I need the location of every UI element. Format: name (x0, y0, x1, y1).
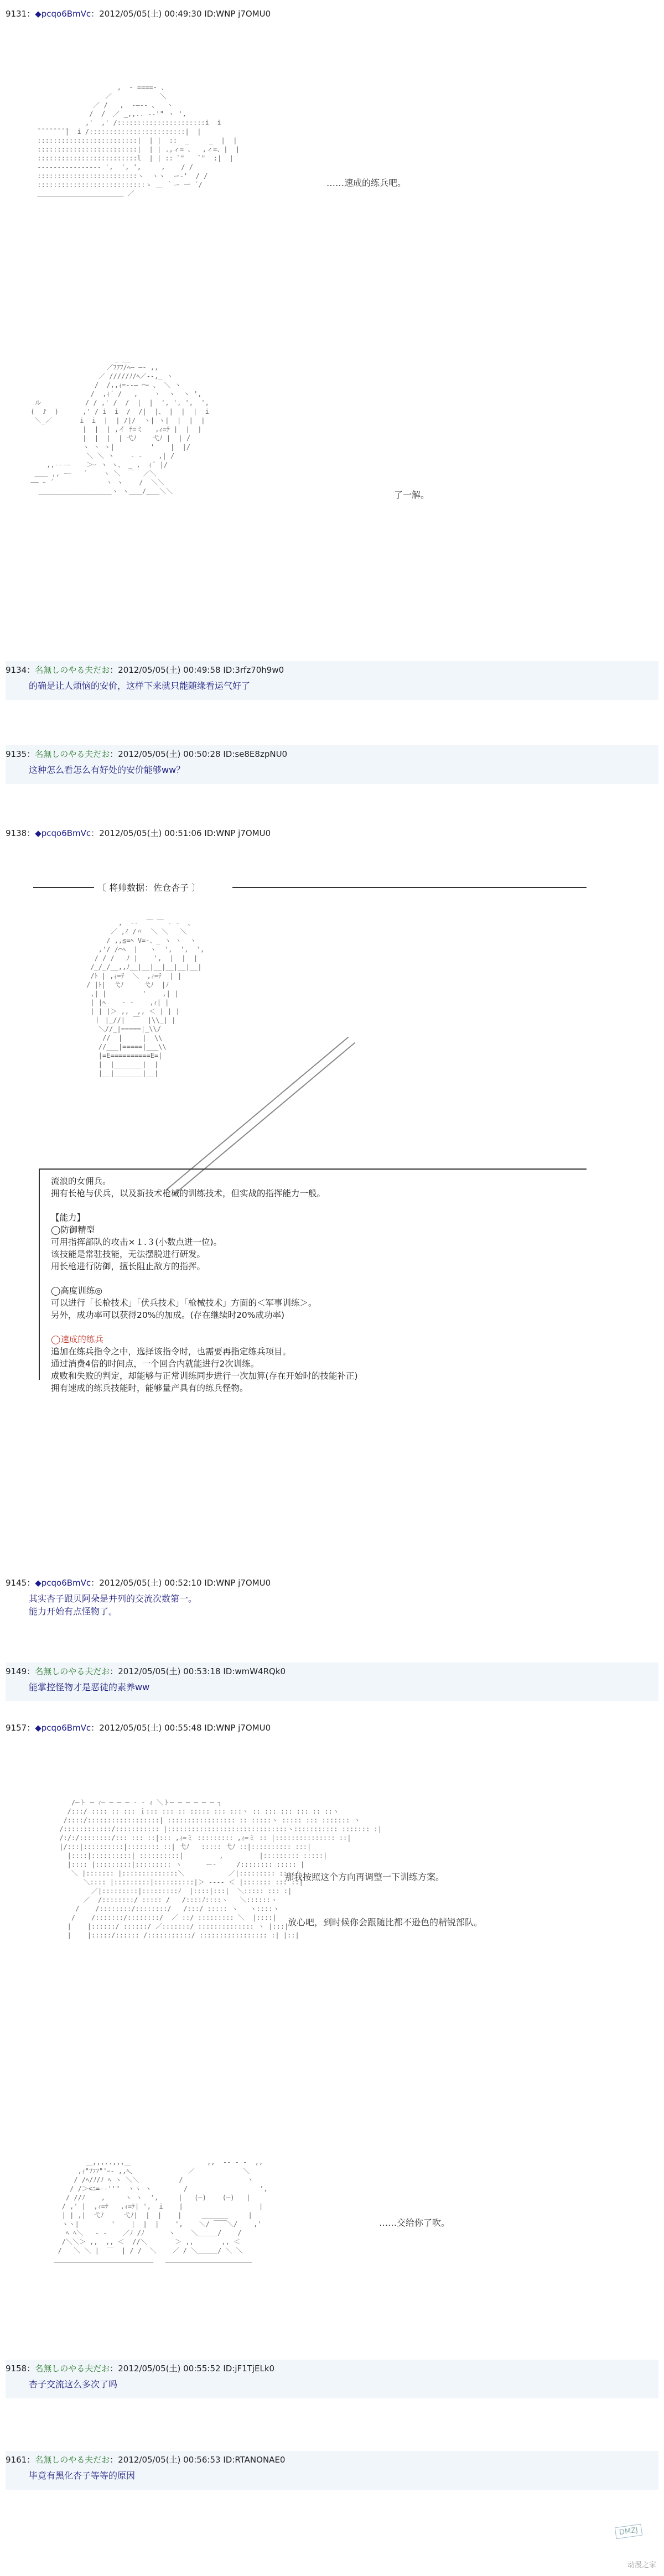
post-id[interactable]: ID:jF1TjELk0 (223, 2364, 275, 2374)
poster-name[interactable]: 名無しのやる夫だお (35, 665, 110, 675)
poster-name[interactable]: 名無しのやる夫だお (35, 2455, 110, 2465)
post-header: 9157：◆pcqo6BmVc：2012/05/05(土) 00:55:48 ID:WNP j7OMU0 (6, 1723, 271, 1733)
post-number: 9161 (6, 2455, 27, 2465)
post-body: 能掌控怪物才是恶徒的素养ww (29, 1682, 150, 1692)
post-header: 9161：名無しのやる夫だお：2012/05/05(土) 00:56:53 ID:RTANONAE0 (6, 2455, 286, 2465)
post-date: 2012/05/05(土) 00:49:30 (99, 9, 202, 19)
sheet-line: 通过消费4倍的时间点，一个回合内就能进行2次训练。 (51, 1359, 260, 1369)
sheet-rule-top (39, 1168, 587, 1170)
post-id[interactable]: ID:RTANONAE0 (223, 2455, 286, 2465)
dialog-line: ……速成的练兵吧。 (326, 178, 407, 188)
footer-mark: 动漫之家 (627, 2561, 656, 2569)
post-body: 毕竟有黑化杏子等等的原因 (29, 2470, 136, 2481)
sheet-line (51, 1199, 358, 1212)
post-header: 9158：名無しのやる夫だお：2012/05/05(土) 00:55:52 ID:jF1TjELk0 (6, 2364, 275, 2374)
poster-name[interactable]: ◆pcqo6BmVc (35, 1578, 91, 1588)
sheet-line-highlight: ◯速成的练兵 (51, 1334, 103, 1344)
poster-name[interactable]: 名無しのやる夫だお (35, 749, 110, 759)
sheet-line (51, 1273, 358, 1285)
post-header: 9134：名無しのやる夫だお：2012/05/05(土) 00:49:58 ID:3rfz70h9w0 (6, 665, 284, 675)
post-id[interactable]: ID:3rfz70h9w0 (223, 665, 284, 675)
post-header: 9138：◆pcqo6BmVc：2012/05/05(土) 00:51:06 ID:WNP j7OMU0 (6, 828, 271, 838)
post-number: 9158 (6, 2364, 27, 2374)
post-number: 9149 (6, 1666, 27, 1676)
dialog-line: ……交给你了吹。 (379, 2217, 450, 2228)
post-date: 2012/05/05(土) 00:51:06 (99, 828, 202, 838)
ascii-art-figure: /─ト ─ ｨ― ─ ─ ─ ‐ ‐ ｨ ＼ト─ ─ ─ ─ ─ ─ ┐ /:::/ :::: :: ::: ｉ::: ::: :: ::::: ::: :::ヽ :: ::: ::: ::: :: ::ヽ /::::/::::::::::::::::::| ::::::::::::::::: :: :::::ヽ ::::: ::: ::::::: ヽ /::::::::::::/::::::::::: |::::::::::::::::::::::::::::::ヽ::::::::::: ::::::: :| /:/:/::::::::/::: ::: ::|::: ,ｨ=ミ ::::::::: ,ｨ=ミ :: |::::::::::::::: ::| |/:::|::::::::::|:::::::: ::| 弋ﾉ ::::: 弋ﾉ ::|:::::::::: :::| |::::|::::::::::| ::::::::::| , |::::::::: :::::| |:::: |:::::::::|::::::::: ヽ ー‐ /:::::::: ::::: | ＼ |::::::: |::::::::::::::＼ ／|::::::::: ::::/ ＼:::: |:::::::::|::::::::::|＞ ---- ＜ |::::::: ::: ::| ／|:::::::::|:::::::::ﾉ |::::|:::| ＼::::: ::: :| ／ /::::::::/ ::::: / /::::ﾉ::::ヽ ＼::::::ヽ / /::::::::/::::::::/ /:::/ ::::: ヽ ヽ::::ヽ / /:::::::/::::::::/ ／ ::/ ::::::::: ＼ |::::| | |::::::/ ::::::/ ／:::::::/ :::::::::::::: ヽ |:::| | |:::::/:::::: /:::::::::::/ ::::::::::::::::: :| |::| (59, 1799, 382, 1939)
post-number: 9145 (6, 1578, 27, 1588)
ascii-art-figure: _ __ ／ﾌﾌﾌ/ﾍ― ―- ,, ／ /////ﾉ/ﾍ／‐-,_ ヽ / /,,ｨ=--― ⌒ｰ 、 ＼ ヽ / ,ｨ´ / , ヽ ヽ ヽ ', ル / / ,' / / | | ', ', ', ', ( ♪ ) ,' / i i / /| |、 | | | i ＼_／ i i | | /|/ ヽ| ヽ| | | | | | | ,イ ﾃ=ミ ,ｨ=ﾃ | | | | | | | 弋ﾉ 弋ﾉ | | / ヽ ヽ ヽ| ' | |/ ＼ ＼ ヽ ‐ ‐ ,| / ,,---― ＞ｰ ヽ ヽ、 _ , ｨ´ |/ ＿＿ ,, ｰ― ´ ヽ ＼ ￣ ／＼ ―― ｰ ´ ヽ ヽ / ＼＼ ＿＿＿＿＿＿＿＿＿＿＿ヽ ヽ＿＿/＿＿＼＼ (30, 355, 209, 495)
post-id[interactable]: ID:WNP j7OMU0 (204, 1723, 271, 1733)
post-header: 9135：名無しのやる夫だお：2012/05/05(土) 00:50:28 ID:se8E8zpNU0 (6, 749, 288, 759)
post-number: 9131 (6, 9, 27, 19)
sheet-content (51, 1175, 358, 1394)
ascii-art-figure: , - ====- 、 ／ ＼ ／ / , -―‐- 、 ヽ / / ／ _,,.. -‐'" ヽ ', ,' ,' /::::::::::::::::::::::i i ̄ ̄ ̄ ̄ ̄ ̄ ̄ ̄| i /::::::::::::::::::::::::| | :::::::::::::::::::::::::| | | :: _ _ | | :::::::::::::::::::::::::| | | .,ィ= 、 ,ィ=、| | :::::::::::::::::::::::::l | | :: ﾞ" ﾞ" :| | ---------------- ', ', ', , / / :::::::::::::::::::::::::ヽ ヽヽ ー‐' / / :::::::::::::::::::::::::::ゝ ＿ ｀ー 一 ´/ ＿＿＿＿＿＿＿＿＿＿＿＿＿ ／ (33, 84, 240, 198)
dialog-line: 了一解。 (394, 490, 430, 500)
sheet-rule-right (232, 887, 587, 888)
post-header: 9131：◆pcqo6BmVc：2012/05/05(土) 00:49:30 ID:WNP j7OMU0 (6, 9, 271, 19)
sheet-line: 流浪的女佣兵。 (51, 1176, 111, 1186)
sheet-line: 【能力】 (51, 1213, 86, 1223)
sheet-line: 可以进行「长枪技术」「伏兵技术」「枪械技术」方面的＜军事训练＞。 (51, 1298, 317, 1308)
post-number: 9135 (6, 749, 27, 759)
post-body: 这种怎么看怎么有好处的安价能够ww？ (29, 765, 185, 775)
post-number: 9134 (6, 665, 27, 675)
sheet-line: 该技能是常驻技能，无法摆脱进行研发。 (51, 1249, 206, 1259)
sheet-line: 用长枪进行防御，擅长阻止敌方的指挥。 (51, 1261, 206, 1271)
post-date: 2012/05/05(土) 00:55:48 (99, 1723, 202, 1733)
post-body-line: 能力开始有点怪物了。 (29, 1606, 118, 1617)
dialog-line: 那我按照这个方向再调整一下训练方案。 (285, 1872, 445, 1882)
post-header: 9145：◆pcqo6BmVc：2012/05/05(土) 00:52:10 ID:WNP j7OMU0 (6, 1578, 271, 1588)
post-date: 2012/05/05(土) 00:55:52 (118, 2364, 221, 2374)
post-body (29, 1592, 197, 1618)
post-id[interactable]: ID:WNP j7OMU0 (204, 9, 271, 19)
sheet-title: 〔 将帅数据：佐仓杏子 〕 (97, 882, 201, 893)
post-date: 2012/05/05(土) 00:50:28 (118, 749, 221, 759)
post-body: 的确是让人烦恼的安价，这样下来就只能随缘看运气好了 (29, 681, 251, 691)
post-id[interactable]: ID:WNP j7OMU0 (204, 828, 271, 838)
poster-name[interactable]: 名無しのやる夫だお (35, 2364, 110, 2374)
post-id[interactable]: ID:WNP j7OMU0 (204, 1578, 271, 1588)
sheet-line: 可用指挥部队的攻击×１.３(小数点进一位)。 (51, 1237, 222, 1247)
post-date: 2012/05/05(土) 00:52:10 (99, 1578, 202, 1588)
sheet-line: 追加在练兵指令之中，选择该指令时，也需要再指定练兵项目。 (51, 1347, 292, 1357)
ascii-art-figure: ＿,,,..,,,＿ ,, -‐ ‐ - ,, ,ｨ"ﾌﾌﾌ"'ｰ- ,,ﾍ、 ／ ＼ / /ﾍ/ﾉ/ﾉ ﾍ ヽ ＼＼ / ヽ / /＞<ﾆ=-‐''" ヽヽ ヽ / ', / //ﾉ , ヽ ヽ ', | (―) (―) | / ,' | ,ｨ=ﾃ ,ｨ=ﾃ| ', i | | | | ,| 弋ﾉ 弋ﾉ| | | | ＿＿＿＿ | ヽヽ| ' | | | ', ＼/ ￣￣＼/ ,' ﾍ ﾍ＼ ‐ ‐ ／ﾉ /ﾉ ヽ ＼＿＿＿/ / /＼＼＞ ,, ,, ＜ //＼ ＞ ,, ,, ＜ / ＼ ＼ | ￣ | / / ＼ ／ / ＼＿＿＿/ ＼ ＼ ＿＿＿＿＿＿＿＿＿＿＿＿＿＿＿ ＿＿＿＿＿＿＿＿＿＿＿＿＿ (54, 2158, 268, 2263)
poster-name[interactable]: ◆pcqo6BmVc (35, 9, 91, 19)
post-date: 2012/05/05(土) 00:56:53 (118, 2455, 221, 2465)
post-date: 2012/05/05(土) 00:49:58 (118, 665, 221, 675)
post-number: 9138 (6, 828, 27, 838)
post-date: 2012/05/05(土) 00:53:18 (118, 1666, 221, 1676)
poster-name[interactable]: 名無しのやる夫だお (35, 1666, 110, 1676)
poster-name[interactable]: ◆pcqo6BmVc (35, 1723, 91, 1733)
sheet-line: ◯防御精型 (51, 1225, 95, 1235)
post-id[interactable]: ID:wmW4RQk0 (223, 1666, 286, 1676)
watermark: DMZJ (615, 2524, 642, 2539)
post-header: 9149：名無しのやる夫だお：2012/05/05(土) 00:53:18 ID:wmW4RQk0 (6, 1666, 286, 1676)
sheet-line: 成败和失败的判定，却能够与正常训练同步进行一次加算(存在开始时的技能补正) (51, 1371, 358, 1381)
poster-name[interactable]: ◆pcqo6BmVc (35, 828, 91, 838)
sheet-line (51, 1321, 358, 1333)
post-id[interactable]: ID:se8E8zpNU0 (223, 749, 288, 759)
dialog-line: 放心吧，到时候你会跟随比都不逊色的精锐部队。 (288, 1917, 483, 1928)
ascii-art-figure: , -‐ ￣ ￣ ‐ - 、 ／ ,ｲ /〃 ＼ ＼ ＼ / ,,≦=ﾍ V=-、_ ヽ ヽ ヽ ,'/ /⌒ﾍ | ヽ ', ', ', / / / ﾉ | ', | | | /_/_/__,,ﾉ__|__|__|__|__|__| /ﾄ | ,ｨ=ﾃ ＼ ,ｨ=ﾃ | | / |ﾄ| 弋ﾉ 弋ﾉ |ﾉ ,| | ' ,| | | |ﾍ ‐ ‐ ,ｨ| | | | |＞ ,, ,, ＜ | | | ｜ |_//| ￣ |\\_| | ＼//_|=====|_\\/ // | | \\ //___|=====|___\\ |=E==========E=| | |_______| | |__|_______|__| (86, 919, 205, 1077)
sheet-line: ◯高度训练◎ (51, 1286, 102, 1296)
post-body-line: 其实杏子跟贝阿朵是并列的交流次数第一。 (29, 1593, 198, 1604)
sheet-line: 拥有长枪与伏兵，以及新技术枪械的训练技术，但实战的指挥能力一般。 (51, 1188, 326, 1198)
post-body: 杏子交流这么多次了吗 (29, 2379, 118, 2390)
sheet-line: 另外，成功率可以获得20%的加成。(存在继续时20%成功率) (51, 1310, 284, 1320)
sheet-line: 拥有速成的练兵技能时，能够量产具有的练兵怪物。 (51, 1383, 248, 1393)
post-number: 9157 (6, 1723, 27, 1733)
sheet-rule-left (33, 887, 94, 888)
